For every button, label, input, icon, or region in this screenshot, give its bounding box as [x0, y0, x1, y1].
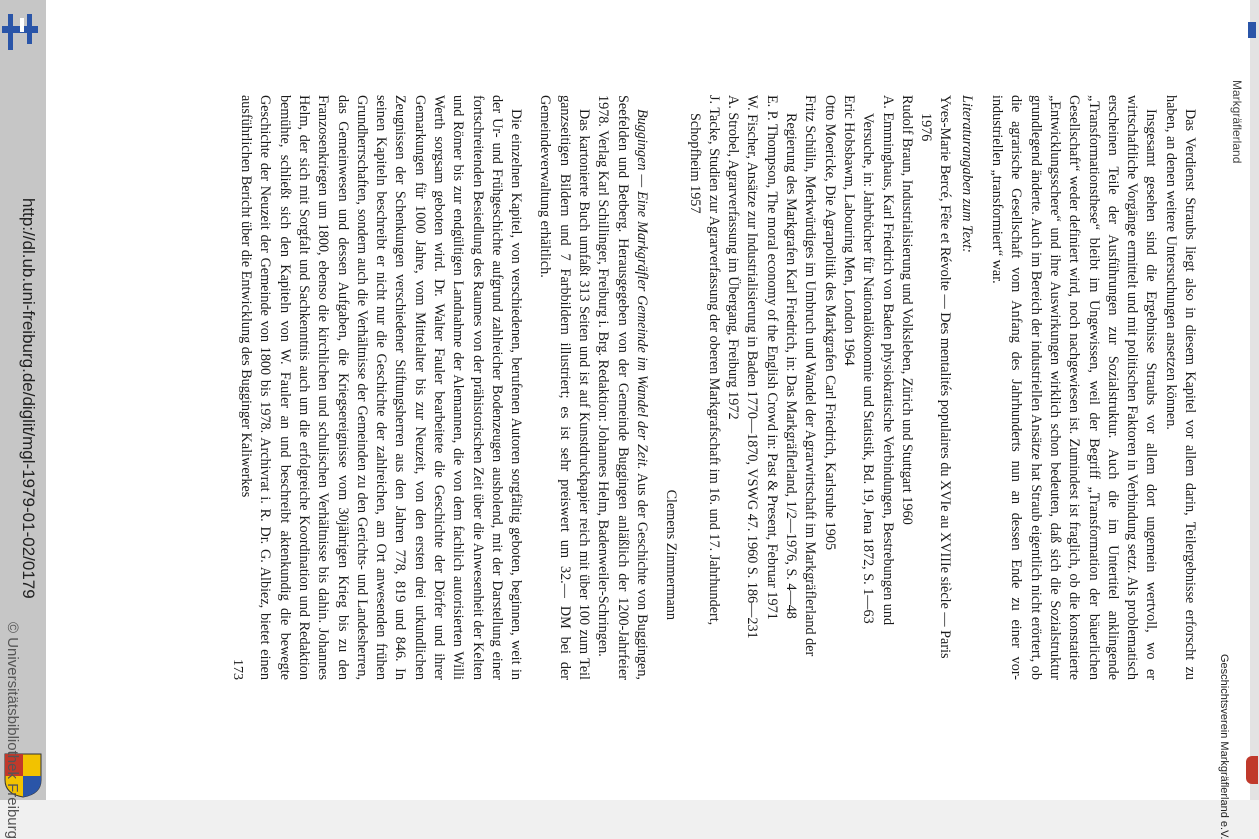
review-title: Buggingen — Eine Markgräfler Gemeinde im Wandel der Zeit.	[633, 109, 650, 470]
literature-item: Eric Hobsbawm, Labouring Men, London 1964	[840, 95, 857, 366]
right-margin-strip	[1250, 0, 1259, 800]
literature-item: W. Fischer, Ansätze zur Industrialisierung in Baden 1770—1870, VSWG 47. 1960 S. 186—231	[744, 95, 761, 639]
running-header-text: Markgräflerland	[1230, 80, 1244, 164]
literature-list	[684, 95, 954, 680]
page-content	[209, 95, 1199, 680]
literature-item: J. Tacke, Studien zur Agrarverfassung der oberen Markgrafschaft im 16. und 17. Jahrhundert, Schopfheim 1957	[686, 95, 722, 626]
university-logo-icon	[0, 10, 40, 56]
article-paragraph: Das Verdienst Straubs liegt also in diesem Kapitel vor allem darin, Teilergebnisse erforscht zu haben, an denen weitere Untersuchungen ansetzen können.	[1162, 95, 1198, 680]
literature-item: Rudolf Braun, Industrialisierung und Volksleben, Zürich und Stuttgart 1960	[898, 95, 915, 525]
review-paragraph: Die einzelnen Kapitel, von verschiedenen, berufenen Autoren sorgfältig geboten, beginnen, weit in der Ur- und Frühgeschichte aufgrund zahlreicher Bodenzeugen ausholend, mit der Darstellung einer fortschreitenden Besiedlung des Raumes von der prähistorischen Zeit über die Anwesenheit der Kelten und Römer bis zur endgültigen Landnahme der Alemannen, die von dem fachlich autorisierten Willi Werth sorgsam geboten wird. Dr. Walter Fauler bearbeitete die Geschichte der Dörfer und ihrer Gemarkungen für 1000 Jahre, vom Mittelalter bis zur Neuzeit, von den ersten drei urkundlichen Zeugnissen der Schenkungen verschiedener Stiftungsherren aus den Jahren 778, 819 und 846. In seinen Kapiteln beschreibt er nicht nur die Geschichte der zahlreichen, am Ort anwesenden frühen Grundherrschaften, sondern auch die Verhältnisse der Gemeinden zu den Gerichts- und Landesherren, das Gemeinwesen und dessen Aufgaben, die Kriegsereignisse vom 30jährigen Krieg bis zu den Franzosenkriegen um 1800, ebenso die kirchlichen und schulischen Verhältnisse bis dahin. Johannes Helm, der sich mit Sorgfalt und Sachkenntnis auch um die erfolgreiche Koordination und Redaktion bemühte, schließt sich den Kapiteln von W. Fauler an und beschreibt aktenkundig die bewegte Geschichte der Neuzeit der Gemeinde von 1800 bis 1978. Archivrat i. R. Dr. G. Albiez, bietet einen ausführlichen Bericht über die Entwicklung des Bugginger Kaliwerkes	[238, 95, 525, 680]
review-paragraph: Das kartonierte Buch umfaßt 313 Seiten und ist auf Kunstdruckpapier reich mit über 100 zum Teil ganzseitigen Bildern und 7 Farbbildern illustriert; es ist sehr preiswert um 32.— DM bei der Gemeindeverwaltung erhältlich.	[537, 95, 593, 680]
watermark-credit-text: © Universitätsbibliothek Freiburg	[4, 622, 21, 839]
literature-item: A. Strobel, Agrarverfassung im Übergang, Freiburg 1972	[725, 95, 742, 420]
literature-item: Otto Moericke, Die Agrarpolitik des Markgrafen Carl Friedrich, Karlsruhe 1905	[821, 95, 838, 551]
literature-item: A. Emminghaus, Karl Friedrich von Baden physiokratische Verbindungen, Bestrebungen und Versuche, in: Jahrbücher für Nationalökonomie und Statistik, Bd. 19, Jena 1872, S. 1—63	[860, 95, 896, 626]
article-paragraph: Insgesamt gesehen sind die Ergebnisse Straubs vor allem dort ungemein wertvoll, wo er wirtschaftliche Vorgänge ermittelt und mit politischen Faktoren in Verbindung setzt. Als problematisch erscheinen Teile der Ausführungen zur Sozialstruktur. Auch die im Untertitel anklingende „Transformationsthese“ bleibt im Ungewissen, weil der Begriff „Transformation der bäuerlichen Gesellschaft“ weder definiert wird, noch nachgewiesen ist. Zumindest ist fraglich, ob die konstatierte „Entwicklungsschere“ und ihre Auswirkungen wirklich schon bedeuten, daß sich die Sozialstruktur grundlegend änderte. Auch im Bereich der industriellen Ansätze hat Straub eigentlich nicht erörtert, ob die agrarische Gesellschaft vom Anfang des Jahrhunderts nun an dessen Ende zu einer vor-industriellen „transformiert“ war.	[989, 95, 1160, 680]
author-signature: Clemens Zimmermann	[663, 489, 680, 620]
review-intro-text: Aus der Geschichte von Buggingen, Seefelden und Betberg. Herausgegeben von der Gemeinde Buggingen anläßlich der 1200-Jahrfeier 1978. Verlag Karl Schillinger, Freiburg i. Brg. Redaktion: Johannes Helm, Badenweiler-Schringen.	[595, 95, 650, 680]
blue-marker-icon	[1248, 22, 1256, 38]
literature-heading: Literaturangaben zum Text:	[958, 95, 975, 253]
society-credit-text: Geschichtsverein Markgräflerland e.V.	[1218, 654, 1230, 839]
watermark-url	[4, 170, 40, 839]
watermark-url-text[interactable]: http://dl.ub.uni-freiburg.de/diglit/mgl-1979-01-02/0179	[19, 198, 38, 599]
literature-item: E. P. Thompson, The moral economy of the English Crowd in: Past & Present, Februar 1971	[763, 95, 780, 620]
literature-item: Yves-Marie Bercé, Fête et Révolte — Des mentalités populaires du XVIe au XVIIIe siècle — Paris 1976	[918, 95, 954, 659]
page-number: 173	[230, 659, 245, 680]
literature-item: Fritz Schülin, Merkwürdiges im Umbruch und Wandel der Agrarwirtschaft im Markgräflerland der Regierung des Markgrafen Karl Friedrich, in: Das Markgräflerland, 1/2—1976, S. 4—48	[783, 95, 819, 657]
review-intro	[593, 95, 651, 680]
